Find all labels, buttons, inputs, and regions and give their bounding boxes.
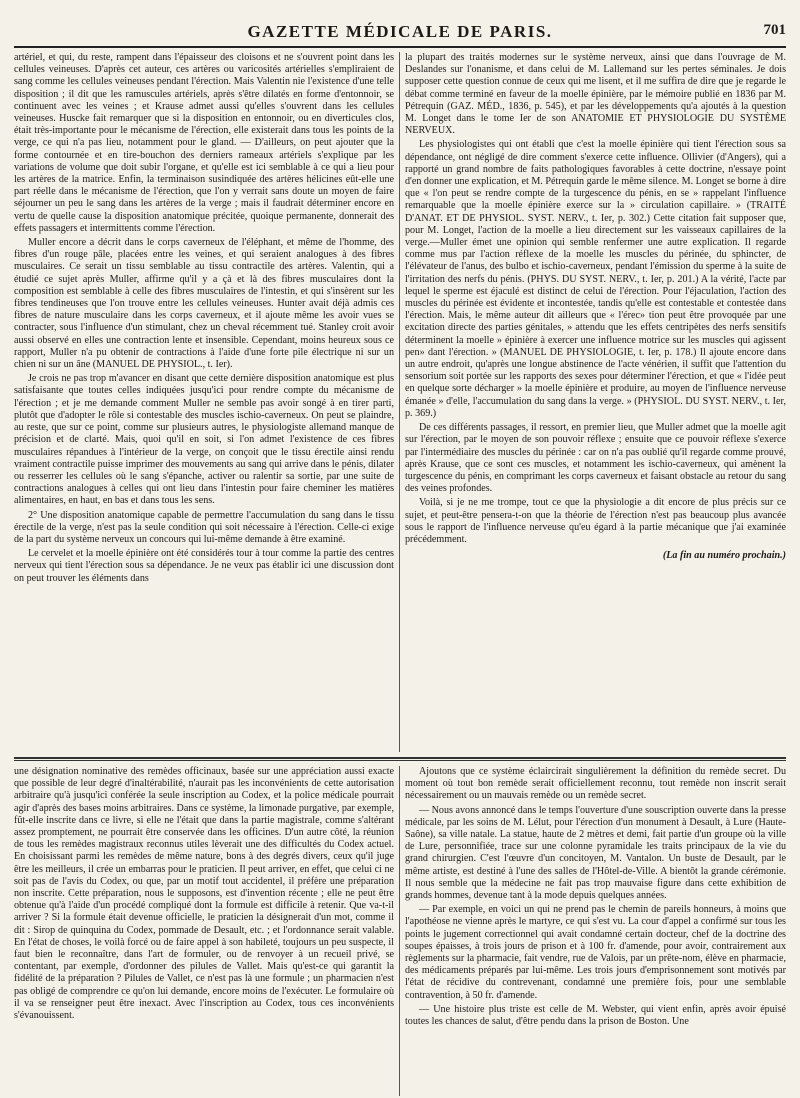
paragraph: la plupart des traités modernes sur le système nerveux, ainsi que dans l'ouvrage de M. Deslandes sur l'onanisme, et dans celui de M. Lallemand sur les pertes séminales. Je dois supposer cette question connue de ceux qui me lisent, et il me suffira de dire que je regarde le débat comme terminé en faveur de la moelle épinière, par le mémoire publié en 1836 par M. Pétrequin (GAZ. MÉD., 1836, p. 545), et par les développements qu'a ajoutés à la question M. Longet dans le tome Ier de son ANATOMIE ET PHYSIOLOGIE DU SYSTÈME NERVEUX. [405, 52, 786, 137]
article-column-left [14, 52, 394, 752]
paragraph: une désignation nominative des remèdes officinaux, basée sur une appréciation aussi exacte que possible de leur degré d'inaltérabilité, n'aurait pas les inconvénients de cette autorisation arbitraire qu'à jusqu'ici conférée la seule inscription au Codex, et la police médicale pourrait agir d'après des bases moins arbitraires. Dans ce système, la limonade purgative, par exemple, fût-elle inscrite dans ce livre, si elle ne l'était que dans la partie magistrale, comme s'altérant assez promptement, ne pourrait être conservée dans les officines. D'un autre côté, la réunion de tous les remèdes magistraux reconnus utiles lèverait une des difficultés du Codex actuel. En choisissant parmi les remèdes de même nature, bons à des degrés divers, ceux qu'il juge être les meilleurs, il crée un embarras pour le praticien. Il peut arriver, en effet, que celui ci ne soit pas de l'avis du Codex, ou que, par un motif tout accidentel, il préfère une préparation non inscrite. Cette préparation, nous le supposons, est d'invention récente ; elle ne peut être obtenue qu'à l'aide d'un procédé compliqué dont la formule est difficile à retenir. Que va-t-il arriver ? Si la formule était devenue officielle, le praticien la désignerait d'un mot, comme il dit : Sirop de quinquina du Codex, pommade de Desault, etc. ; et l'ordonnance serait valable. En l'état de choses, le voilà forcé ou de faire appel à son habileté, toujours un peu suspecte, il faut bien le reconnaître, dans l'art de formuler, ou de renvoyer à un recueil privé, se contentant, par exemple, d'ordonner des pilules de Vallet. Mais qu'est-ce qui garantit la fidélité de la préparation ? Pilules de Vallet, ce n'est pas là une formule ; un pharmacien n'est pas obligé de comprendre ce qu'on lui demande, encore moins de l'exécuter. Le formulaire où il va se renseigner peut être inexact. Avec l'inscription au Codex, tous ces inconvénients s'évanouissent. [14, 766, 394, 1022]
feuilleton-column-left [14, 766, 394, 1096]
paragraph: De ces différents passages, il ressort, en premier lieu, que Muller admet que la moelle agit sur l'érection, par le moyen de son pouvoir réflexe ; ensuite que ce pouvoir réflexe s'exerce par l'intermédiaire des muscles du périnée : car on n'a pas oublié qu'il regarde comme prouvé, après Krause, que ce sont ces muscles, et notamment les ischio-caverneux, qui amènent la turgescence du pénis, en comprimant les corps caverneux et faisant obstacle au retour du sang des veines profondes. [405, 422, 786, 495]
paragraph: Je crois ne pas trop m'avancer en disant que cette dernière disposition anatomique est plus satisfaisante que toutes celles indiquées jusqu'ici pour rendre compte du mécanisme de l'érection ; et je me demande comment Muller ne semble pas avoir songé à en tirer parti, plutôt que d'adopter le rôle si contestable des muscles ischio-caverneux. On peut se plaindre, au reste, que sur ce point, comme sur plusieurs autres, le physiologiste allemand manque de précision et de clarté. Mais, quoi qu'il en soit, si l'on admet l'existence de ces fibres musculaires répandues à l'intérieur de la verge, on conçoit que le tissu érectile ainsi rendu vraiment contractile puisse imprimer des mouvements au sang qui arrive dans le pénis, dilater ou resserrer les cellules où le sang s'épanche, activer ou ralentir sa sortie, par une suite de contractions analogues à celles qui ont lieu dans l'intestin pour faire cheminer les matières alimentaires, en haut, en bas et dans tous les sens. [14, 373, 394, 507]
section-rule [14, 757, 786, 759]
journal-title: GAZETTE MÉDICALE DE PARIS. [247, 22, 553, 41]
column-divider [399, 766, 400, 1096]
header-rule [14, 46, 786, 48]
paragraph: artériel, et qui, du reste, rampent dans l'épaisseur des cloisons et ne s'ouvrent point dans les cellules veineuses. D'après cet auteur, ces artères ou varicosités artérielles s'empliraient de sang comme les cellules veineuses pendant l'érection. Mais Valentin nie l'existence d'une telle disposition ; il dit que les ramuscules artériels, après s'être dilatés en forme d'entonnoir, se continuent avec les veines ; et Krause admet aussi qu'elles s'ouvrent dans les cellules veineuses. Huscke fait remarquer que si la disposition en entonnoir, ou en diverticules clos, était très-importante pour le mécanisme de l'érection, elle existerait dans tous les points de la verge, ce qui n'a pas lieu, notamment pour le gland. — D'ailleurs, on peut ajouter que la forme contournée et en tire-bouchon des derniers rameaux artériels s'explique par les variations de volume que doit subir l'organe, et qu'elle est ici semblable à ce qui a lieu pour les artères de la matrice. Enfin, la terminaison susindiquée des artères hélicines eût-elle une part réelle dans le mécanisme de l'érection, que l'on y verrait sans doute un moyen de faire séjourner un peu le sang dans les artères de la verge ; mais il faudrait déterminer encore en vertu de quelle cause la disposition anatomique précitée, quoique permanente, donnerait des effets passagers et intermittents comme l'érection. [14, 52, 394, 234]
newspaper-page [14, 0, 786, 1098]
paragraph: 2° Une disposition anatomique capable de permettre l'accumulation du sang dans le tissu érectile de la verge, n'est pas la seule condition qui soit nécessaire à l'érection. Celle-ci exige de la part du système nerveux un concours qui lui-même demande à être examiné. [14, 509, 394, 545]
paragraph: — Une histoire plus triste est celle de M. Webster, qui vient enfin, après avoir épuisé toutes les chances de salut, d'être pendu dans la prison de Boston. Une [405, 1003, 786, 1028]
paragraph: Muller encore a décrit dans le corps caverneux de l'éléphant, et même de l'homme, des fibres d'un rouge pâle, placées entre les veines, et qui seraient analogues à des fibres musculaires. Ce serait un tissu semblable au tissu contractile des artères. Valentin, qui a étudié ce sujet après Muller, affirme qu'il y a çà et là des fibres musculaires dont la composition est semblable à celle des fibres musculaires de l'intestin, et qui s'insèrent sur les fibres tendineuses que l'on trouve entre les cellules veineuses. Hunter avait déjà admis ces fibres de nature musculaire dans les corps caverneux, et il ajoute même les avoir vues se contracter, sous l'influence d'un stimulant, chez un cheval récemment tué. Stanley croit avoir aussi observé en elles une contraction lente et insensible. Cependant, moins heureux sous ce rapport, Muller n'a pu obtenir de contractions à l'aide d'une forte pile électrique ni sur un chien ni sur un âne (MANUEL DE PHYSIOL., t. Ier). [14, 237, 394, 371]
paragraph: — Nous avons annoncé dans le temps l'ouverture d'une souscription ouverte dans la presse médicale, par les soins de M. Lélut, pour l'érection d'un monument à Desault, à Lure (Haute-Saône), sa ville natale. La statue, haute de 2 mètres et demi, fait partie d'un groupe où la ville de Lure, personnifiée, trace sur une colonne pyramidale les traits principaux de la vie du grand chirurgien. C'est l'œuvre d'un concitoyen, M. Vantalon. Un buste de Desault, par le même artiste, est destiné à l'une des salles de l'Hôtel-de-Ville. A bientôt la grande cérémonie. Il nous semble que la médecine ne fait pas trop mauvaise figure dans cette exhibition de grands hommes, devenue tant à la mode depuis quelques années. [405, 804, 786, 902]
article-column-right [405, 52, 786, 752]
paragraph: Voilà, si je ne me trompe, tout ce que la physiologie a dit encore de plus précis sur ce sujet, et peut-être pensera-t-on que la théorie de l'érection n'est pas beaucoup plus avancée sous le rapport de l'influence nerveuse qu'eu égard à la partie mécanique que j'ai examinée précédemment. [405, 497, 786, 545]
paragraph: Le cervelet et la moelle épinière ont été considérés tour à tour comme la partie des centres nerveux qui tient l'érection sous sa dépendance. Je ne veux pas établir ici une discussion dont on peut trouver les éléments dans [14, 548, 394, 584]
page-number: 701 [763, 22, 786, 38]
paragraph: Ajoutons que ce système éclaircirait singulièrement la définition du remède secret. Du moment où tout bon remède serait officiellement reconnu, tout remède non inscrit serait nécessairement ou un mauvais remède ou un remède secret. [405, 766, 786, 802]
feuilleton-column-right [405, 766, 786, 1096]
paragraph: — Par exemple, en voici un qui ne prend pas le chemin de pareils honneurs, à moins que l'apothéose ne vienne après le martyre, ce qui s'est vu. La cour d'appel a confirmé sur tous les points le jugement correctionnel qui avait condamné certain docteur, chef de la doctrine des soupes épaisses, à trois jours de prison et à 100 fr. d'amende, pour avoir, contrairement aux règlements sur la pharmacie, fait vendre, rue de Valois, par un prête-nom, élève en pharmacie, des médicaments préparés par lui-même. Les trois jours d'emprisonnement sont motivés par l'état de récidive du contrevenant, condamné une première fois, pour une semblable contravention, à 50 fr. d'amende. [405, 904, 786, 1001]
section-rule [14, 760, 786, 761]
column-divider [399, 52, 400, 752]
continuation-note: (La fin au numéro prochain.) [662, 550, 786, 562]
paragraph: Les physiologistes qui ont établi que c'est la moelle épinière qui tient l'érection sous sa dépendance, ont négligé de dire comment s'exerce cette influence. Ollivier (d'Angers), qui a rapporté un grand nombre de faits pathologiques favorables à cette doctrine, n'essaye point d'en donner une explication, et M. Pétrequin garde le même silence. M. Longet se borne à dire que « l'on peut se rendre compte de la turgescence du pénis, en se » rappelant l'influence remarquable que la moelle épinière exerce sur la » circulation capillaire. » (TRAITÉ D'ANAT. ET DE PHYSIOL. SYST. NERV., t. Ier, p. 302.) Cette citation fait supposer que, pour M. Longet, l'action de la moelle a lieu directement sur les vaisseaux capillaires de la verge.—Muller émet une opinion qui semble renfermer une autre explication. Il regarde comme mus par l'action réflexe de la moelle les muscles du périnée, du sphincter, de l'élévateur de l'anus, des bulbo et ischio-caverneux, pendant l'émission du sperme à la suite de l'irritation des nerfs du pénis. (PHYS. DU SYST. NERV., t. Ier, p. 201.) A la vérité, l'acte par lequel le sperme est éjaculé est distinct de celui de l'érection. Pour l'éjaculation, l'action des muscles du périnée est évidente et incontestée, tandis qu'elle est contestable et contestée dans l'érection. Mais, le même auteur dit ailleurs que « l'érec» tion peut être provoquée par une excitation directe des parties génitales, » attendu que les effets centripètes des nerfs sensitifs déterminent la moelle » épinière à exercer une influence motrice sur les muscles qui agissent pen» dant l'érection. » (MANUEL DE PHYSIOLOGIE, t. Ier, p. 178.) Il ajoute encore dans un autre endroit, qu'après une longue abstinence de l'acte vénérien, il suffit que l'attention du sensorium soit portée sur les rapports des sexes pour déterminer l'érection, et que « l'idée peut en quelque sorte décharger » la moelle épinière et produire, au moyen de l'influence nerveuse émanée » d'elle, l'accumulation du sang dans la verge. » (PHYSIOL. DU SYST. NERV., t. Ier, p. 369.) [405, 139, 786, 419]
masthead [14, 0, 786, 48]
